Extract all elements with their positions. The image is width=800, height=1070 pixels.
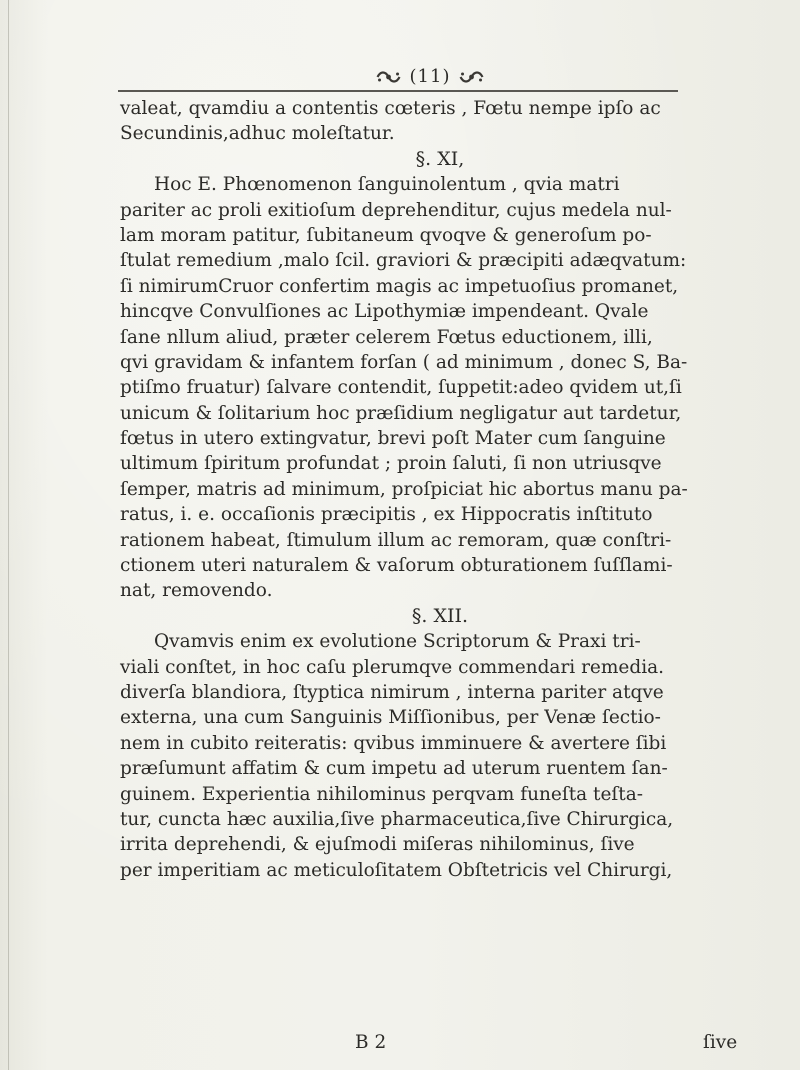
text-line: ſi nimirumCruor confertim magis ac impetuoſius promanet,	[120, 275, 679, 297]
text-line: nat, removendo.	[120, 580, 273, 602]
header-rule	[118, 90, 678, 92]
page-edge	[8, 0, 9, 1070]
text-line: Hoc E. Phœnomenon ſanguinolentum , qvia matri	[154, 174, 620, 196]
text-line: rationem habeat, ſtimulum illum ac remoram, quæ conſtri-	[120, 529, 672, 551]
left-ornament-icon	[376, 70, 402, 84]
text-line: hincqve Convulſiones ac Lipothymiæ impendeant. Qvale	[120, 301, 649, 323]
text-line: per imperitiam ac meticuloſitatem Obſtetricis vel Chirurgi,	[120, 859, 673, 881]
text-line: irrita deprehendi, & ejuſmodi miſeras nihilominus, ſive	[120, 834, 635, 856]
text-line: unicum & ſolitarium hoc præſidium negligatur aut tardetur,	[120, 402, 682, 424]
section-heading: §. XI,	[415, 147, 465, 170]
text-line: Qvamvis enim ex evolutione Scriptorum & Praxi tri-	[154, 631, 641, 653]
text-line: ſane nllum aliud, præter celerem Fœtus eductionem, illi,	[120, 326, 653, 348]
text-line: qvi gravidam & infantem forſan ( ad minimum , donec S, Ba-	[120, 351, 688, 373]
text-line: ſtulat remedium ,malo ſcil. graviori & præcipiti adæqvatum:	[120, 250, 687, 272]
body-text	[120, 96, 760, 883]
text-line: ctionem uteri naturalem & vaſorum obturationem ſuſſlami-	[120, 555, 673, 577]
text-line: præſumunt affatim & cum impetu ad uterum ruentem ſan-	[120, 758, 668, 780]
text-line: valeat, qvamdiu a contentis cœteris , Fœtu nempe ipſo ac	[120, 98, 661, 119]
text-line: nem in cubito reiteratis: qvibus imminuere & avertere ſibi	[120, 732, 667, 754]
page-number: (11)	[409, 66, 451, 87]
text-line: ratus, i. e. occaſionis præcipitis , ex Hippocratis inſtituto	[120, 504, 653, 526]
text-line: fœtus in utero extingvatur, brevi poſt Mater cum ſanguine	[120, 428, 666, 450]
text-line: Secundinis,adhuc moleſtatur.	[120, 123, 395, 145]
catchword: ſive	[703, 1032, 738, 1053]
text-line: viali conſtet, in hoc caſu plerumqve commendari remedia.	[120, 656, 665, 678]
right-ornament-icon	[458, 70, 484, 84]
text-line: externa, una cum Sanguinis Miſſionibus, per Venæ ſectio-	[120, 707, 661, 729]
section-heading: §. XII.	[411, 604, 469, 627]
text-line: guinem. Experientia nihilominus perqvam funeſta teſta-	[120, 783, 643, 805]
text-line: ultimum ſpiritum profundat ; proin ſaluti, ſi non utriusqve	[120, 453, 662, 475]
text-line: ſemper, matris ad minimum, proſpiciat hic abortus manu pa-	[120, 478, 688, 500]
text-line: lam moram patitur, ſubitaneum qvoqve & generoſum po-	[120, 224, 652, 246]
signature-mark: B 2	[355, 1032, 387, 1053]
text-line: diverſa blandiora, ſtyptica nimirum , interna pariter atqve	[120, 681, 664, 703]
text-line: ptiſmo fruatur) ſalvare contendit, ſuppetit:adeo qvidem ut,ſi	[120, 377, 682, 399]
text-line: pariter ac proli exitioſum deprehenditur, cujus medela nul-	[120, 199, 672, 221]
page-header	[376, 66, 485, 87]
text-line: tur, cuncta hæc auxilia,ſive pharmaceutica,ſive Chirurgica,	[120, 808, 674, 830]
